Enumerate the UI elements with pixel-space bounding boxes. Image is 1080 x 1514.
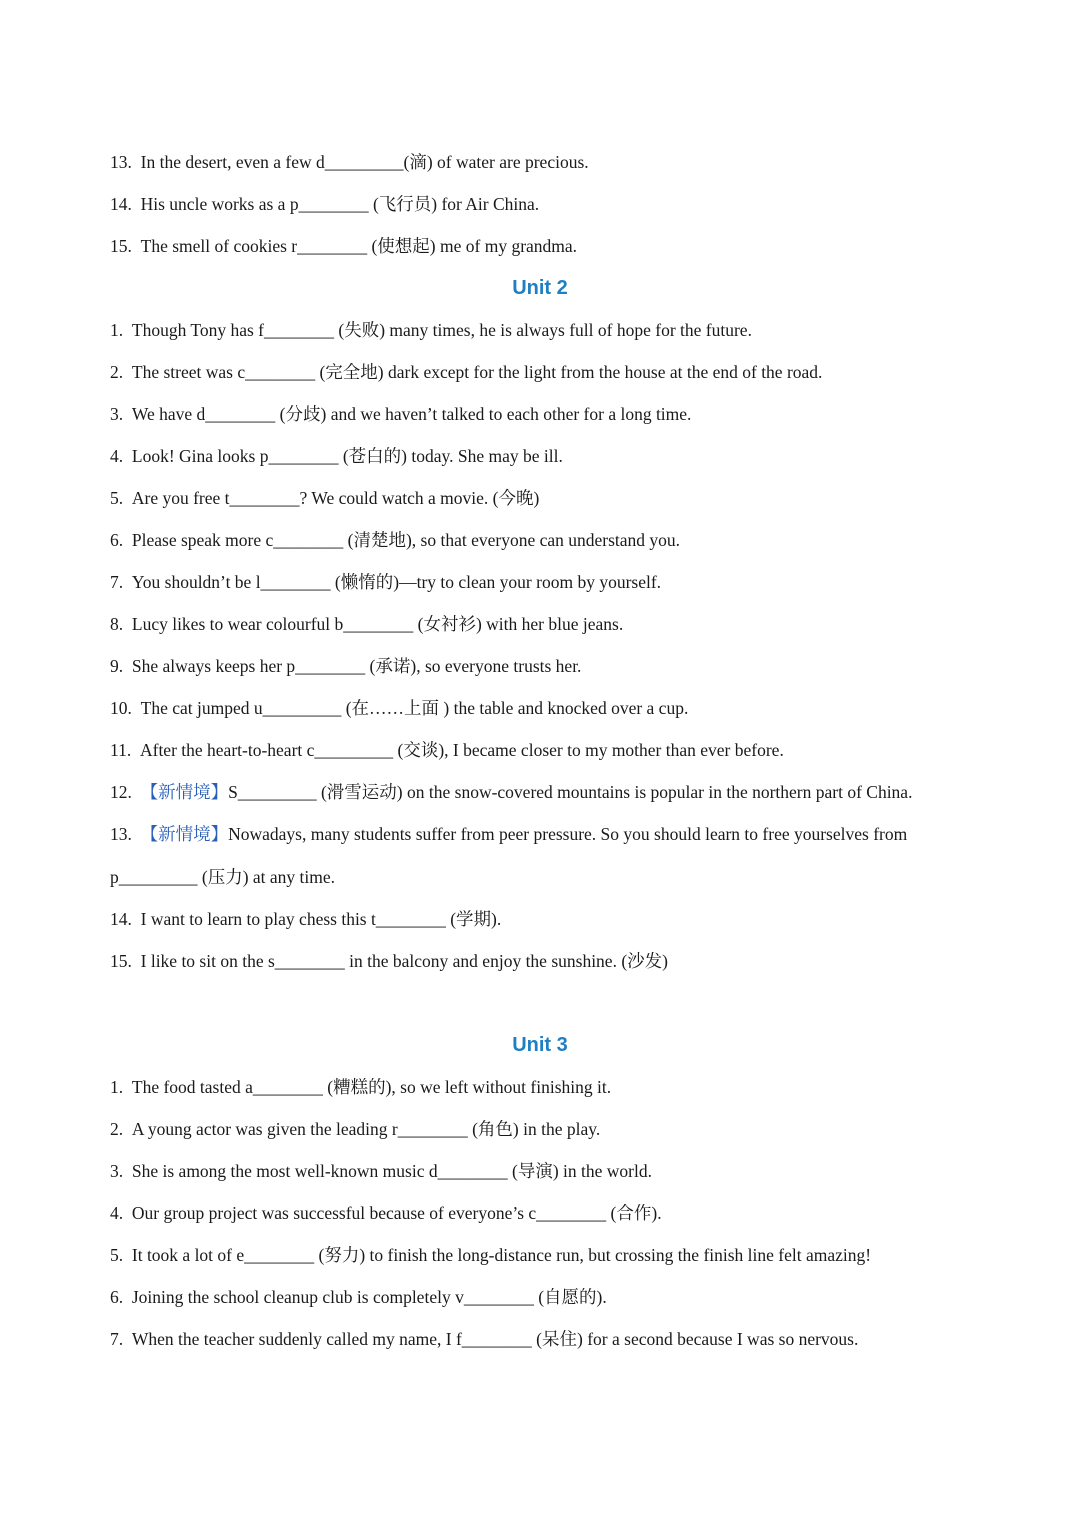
item-number: 3.: [110, 404, 124, 424]
exercise-line-continuation: [110, 865, 970, 889]
item-text: I want to learn to play chess this t________ (学期).: [140, 909, 502, 929]
exercise-line: [110, 1201, 970, 1225]
item-text: Our group project was successful because of everyone’s c________ (合作).: [131, 1203, 662, 1223]
item-text: I like to sit on the s________ in the balcony and enjoy the sunshine. (沙发): [140, 951, 668, 971]
item-number: 10.: [110, 698, 132, 718]
exercise-line: [110, 1117, 970, 1141]
item-text: His uncle works as a p________ (飞行员) for Air China.: [140, 194, 540, 214]
item-number: 3.: [110, 1161, 124, 1181]
item-number: 11.: [110, 740, 132, 760]
item-text: A young actor was given the leading r________ (角色) in the play.: [131, 1119, 601, 1139]
item-text: Nowadays, many students suffer from peer pressure. So you should learn to free yourselves from: [228, 824, 908, 844]
item-number: 12.: [110, 782, 132, 802]
item-number: 13.: [110, 824, 132, 844]
exercise-line: [110, 402, 970, 426]
exercise-line: [110, 1075, 970, 1099]
item-text: We have d________ (分歧) and we haven’t talked to each other for a long time.: [131, 404, 692, 424]
item-number: 14.: [110, 909, 132, 929]
item-number: 6.: [110, 530, 124, 550]
item-number: 15.: [110, 236, 132, 256]
exercise-line: [110, 360, 970, 384]
exercise-line: [110, 1285, 970, 1309]
item-text: When the teacher suddenly called my name, I f________ (呆住) for a second because I was so nervous.: [131, 1329, 859, 1349]
item-text: She is among the most well-known music d________ (导演) in the world.: [131, 1161, 652, 1181]
exercise-line: [110, 570, 970, 594]
item-text: Please speak more c________ (清楚地), so that everyone can understand you.: [131, 530, 681, 550]
exercise-line: [110, 907, 970, 931]
item-number: 13.: [110, 152, 132, 172]
item-text: Are you free t________? We could watch a movie. (今晚): [131, 488, 540, 508]
new-context-tag: 【新情境】: [140, 782, 229, 802]
new-context-tag: 【新情境】: [140, 824, 229, 844]
item-text: The street was c________ (完全地) dark except for the light from the house at the end of the road.: [131, 362, 823, 382]
exercise-line: [110, 318, 970, 342]
exercise-line: [110, 444, 970, 468]
exercise-line: [110, 654, 970, 678]
exercise-line: [110, 528, 970, 552]
item-number: 5.: [110, 1245, 124, 1265]
item-number: 5.: [110, 488, 124, 508]
item-number: 6.: [110, 1287, 124, 1307]
item-text: In the desert, even a few d_________(滴) of water are precious.: [140, 152, 589, 172]
exercise-line: [110, 1243, 970, 1267]
item-text: She always keeps her p________ (承诺), so everyone trusts her.: [131, 656, 582, 676]
exercise-line: [110, 1159, 970, 1183]
item-text: Look! Gina looks p________ (苍白的) today. She may be ill.: [131, 446, 563, 466]
exercise-line: [110, 822, 970, 846]
item-number: 2.: [110, 1119, 124, 1139]
item-number: 7.: [110, 1329, 124, 1349]
unit-2-heading: Unit 2: [512, 277, 568, 299]
item-text: It took a lot of e________ (努力) to finish the long-distance run, but crossing the finish line felt amazing!: [131, 1245, 872, 1265]
item-text: You shouldn’t be l________ (懒惰的)—try to clean your room by yourself.: [131, 572, 662, 592]
item-text: p_________ (压力) at any time.: [110, 867, 336, 887]
item-text: Lucy likes to wear colourful b________ (女衬衫) with her blue jeans.: [131, 614, 624, 634]
item-text: After the heart-to-heart c_________ (交谈), I became closer to my mother than ever before.: [139, 740, 784, 760]
exercise-line: [110, 192, 970, 216]
item-number: 1.: [110, 320, 124, 340]
item-text: The food tasted a________ (糟糕的), so we left without finishing it.: [131, 1077, 612, 1097]
exercise-line: [110, 949, 970, 973]
item-text: Joining the school cleanup club is completely v________ (自愿的).: [131, 1287, 607, 1307]
item-text: The cat jumped u_________ (在……上面 ) the table and knocked over a cup.: [140, 698, 689, 718]
item-number: 1.: [110, 1077, 124, 1097]
exercise-line: [110, 150, 970, 174]
item-number: 4.: [110, 446, 124, 466]
item-number: 4.: [110, 1203, 124, 1223]
item-number: 15.: [110, 951, 132, 971]
item-text: Though Tony has f________ (失败) many times, he is always full of hope for the future.: [131, 320, 752, 340]
item-number: 2.: [110, 362, 124, 382]
item-number: 7.: [110, 572, 124, 592]
exercise-line: [110, 780, 970, 804]
exercise-line: [110, 738, 970, 762]
exercise-line: [110, 696, 970, 720]
exercise-line: [110, 1327, 970, 1351]
item-text: S_________ (滑雪运动) on the snow-covered mountains is popular in the northern part of China.: [228, 782, 913, 802]
item-number: 8.: [110, 614, 124, 634]
item-number: 9.: [110, 656, 124, 676]
exercise-line: [110, 612, 970, 636]
item-text: The smell of cookies r________ (使想起) me of my grandma.: [140, 236, 578, 256]
item-number: 14.: [110, 194, 132, 214]
exercise-line: [110, 234, 970, 258]
unit-3-heading: Unit 3: [512, 1034, 568, 1056]
exercise-line: [110, 486, 970, 510]
